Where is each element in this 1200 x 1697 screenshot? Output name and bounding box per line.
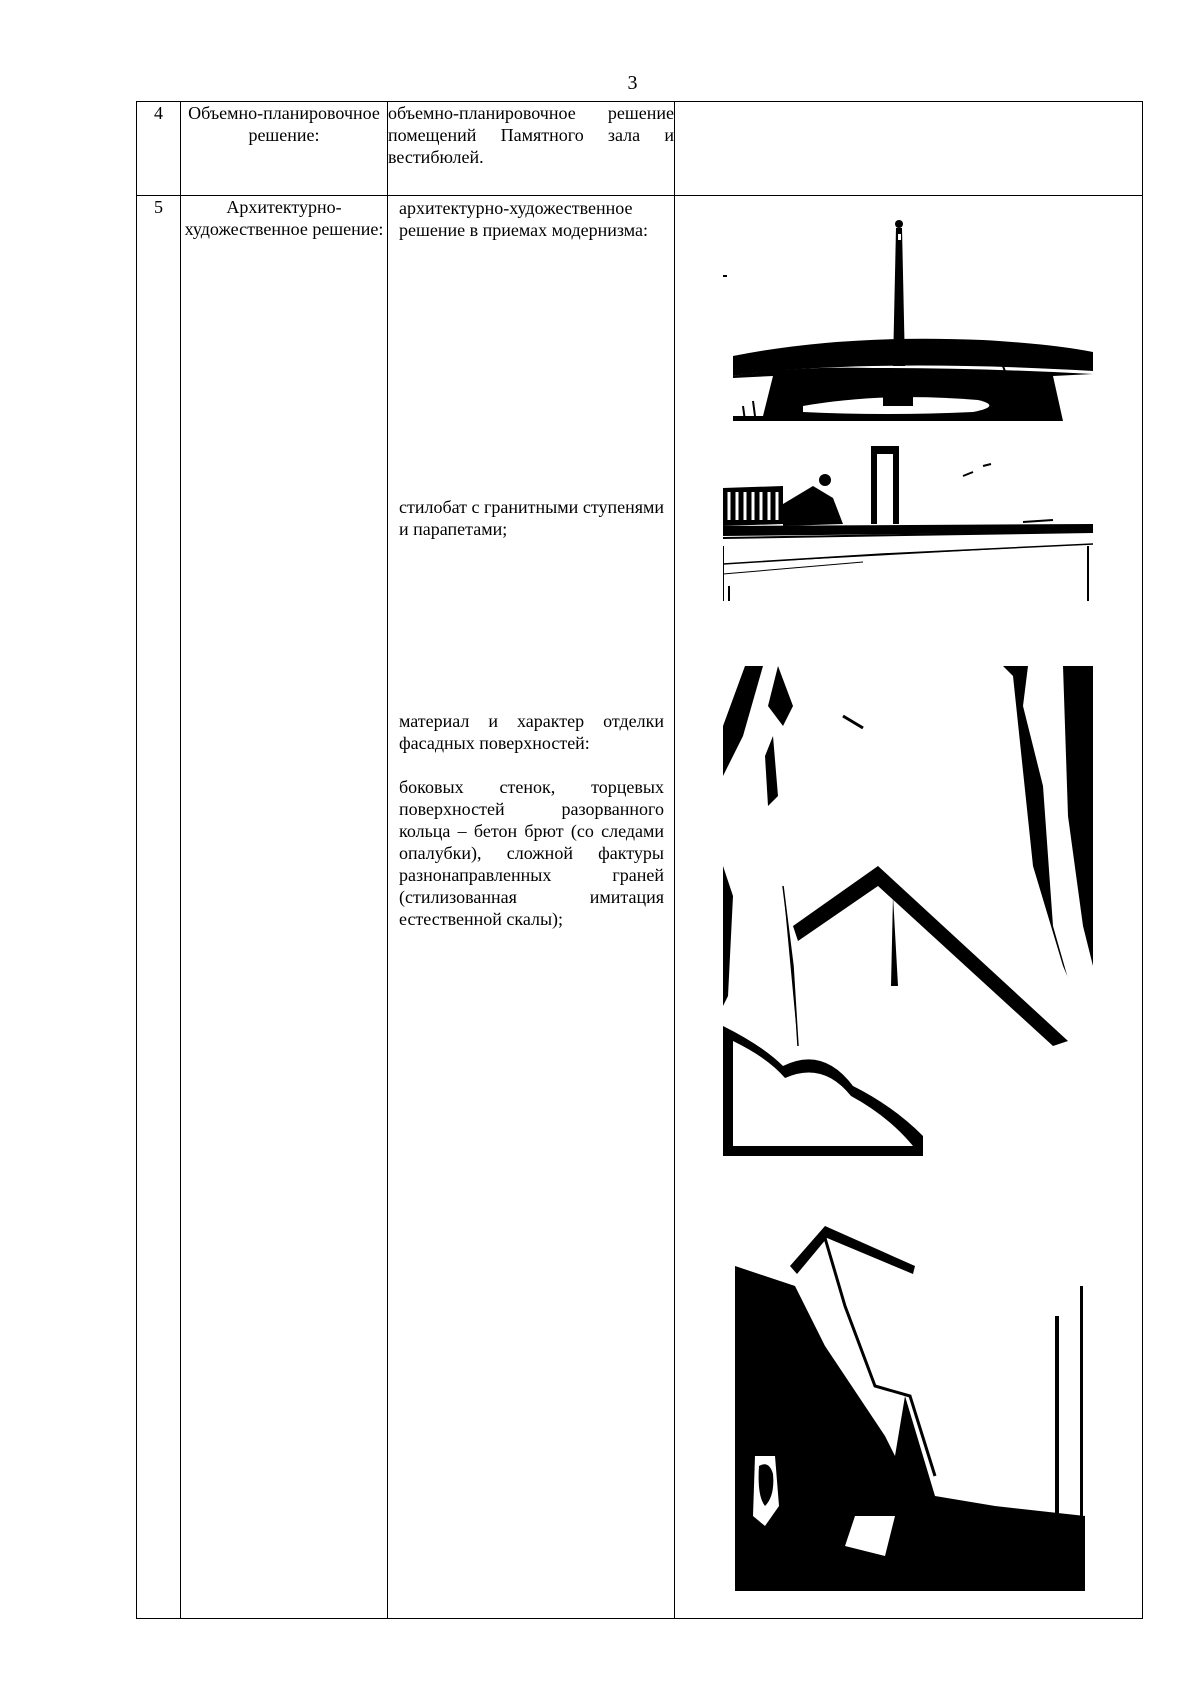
row-image-cell [675,196,1143,1619]
row-description [388,102,675,196]
row-image-cell [675,102,1143,196]
intro-text-block [399,197,664,241]
table-row [137,102,1143,196]
table-row [137,196,1143,1619]
concrete-facets-photo [723,666,1093,1156]
row-description [388,196,675,1619]
row-title: Архитектурно-художественное решение: [181,196,388,1619]
stylobate-steps-photo [723,446,1093,601]
object-description-table [136,101,1143,1619]
row-number: 5 [137,196,181,1619]
intro-text: архитектурно-художественное решение в приемах модернизма: [399,198,649,240]
walls-text-block [399,776,664,930]
material-text-block [399,710,664,754]
row-title: Объемно-планировочное решение: [181,102,388,196]
stylobate-text: стилобат с гранитными ступенями и парапетами; [399,497,664,539]
stylobate-text-block [399,496,664,540]
description-text: объемно-планировочное решение помещений Памятного зала и вестибюлей. [388,103,674,167]
material-text: материал и характер отделки фасадных поверхностей: [399,711,664,753]
row-number: 4 [137,102,181,196]
ring-wall-closeup-photo [735,1216,1085,1591]
page-number: 3 [627,72,638,94]
walls-text: боковых стенок, торцевых поверхностей разорванного кольца – бетон брют (со следами опалубки), сложной фактуры разнонаправленных граней (стилизованная имитация естественной скалы); [399,777,664,929]
monument-obelisk-ring-photo [723,216,1093,421]
